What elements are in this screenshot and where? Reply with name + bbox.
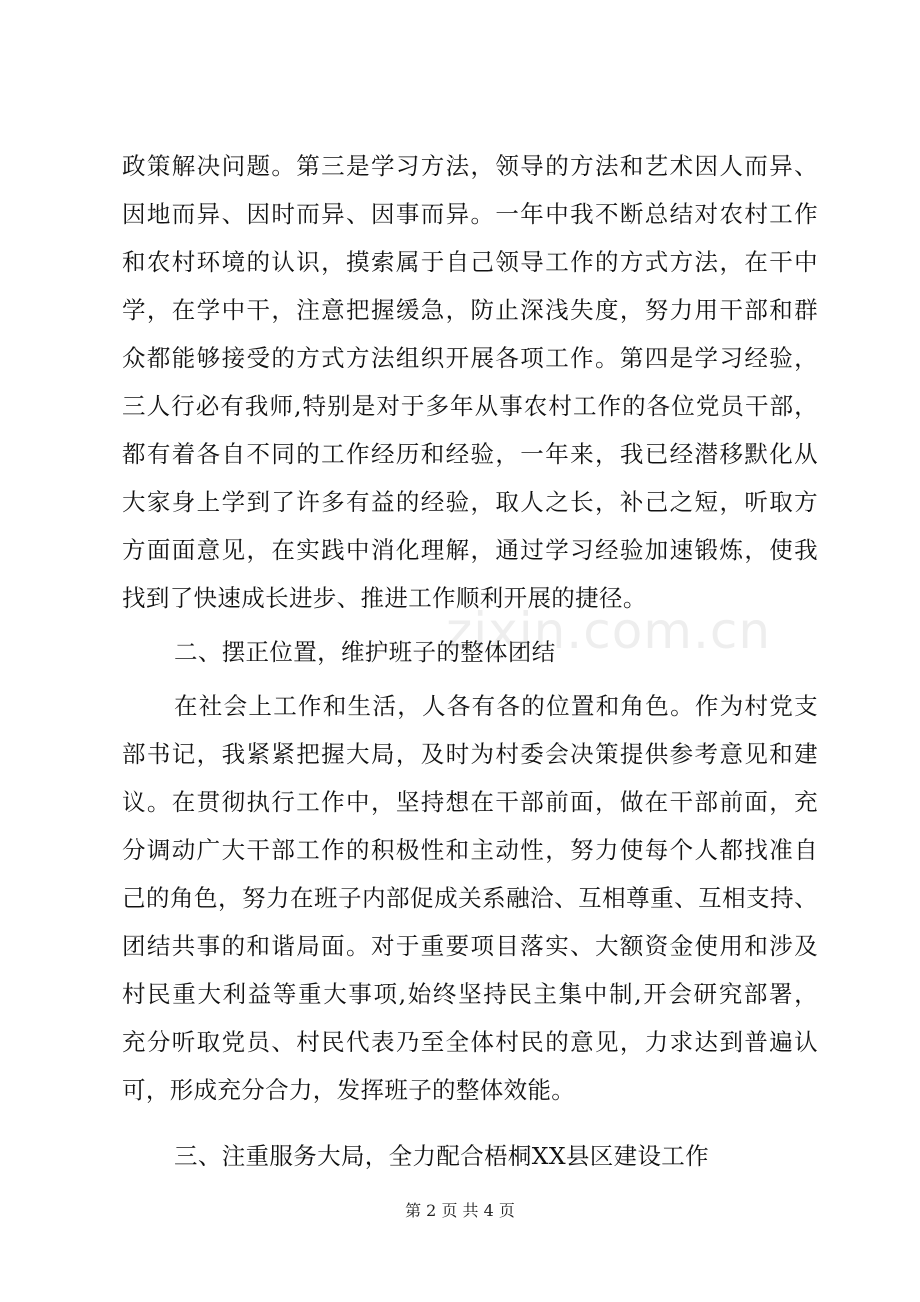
watermark: zixin.com.cn (446, 602, 772, 660)
paragraph-1 (122, 142, 818, 622)
page-footer: 第 2 页 共 4 页 (405, 1201, 515, 1220)
paragraph-line: 团结共事的和谐局面。对于重要项目落实、大额资金使用和涉及 (122, 932, 818, 960)
paragraph-line: 政策解决问题。第三是学习方法，领导的方法和艺术因人而异、 (122, 152, 818, 180)
document-body (122, 142, 818, 1180)
paragraph-line: 因地而异、因时而异、因事而异。一年中我不断总结对农村工作 (122, 200, 818, 228)
paragraph-line: 分调动广大干部工作的积极性和主动性，努力使每个人都找准自 (122, 836, 818, 864)
paragraph-line: 方面面意见，在实践中消化理解，通过学习经验加速锻炼，使我 (122, 536, 818, 564)
paragraph-2 (122, 682, 818, 1114)
section-heading-3: 三、注重服务大局，全力配合梧桐XX县区建设工作 (174, 1142, 710, 1170)
paragraph-line: 找到了快速成长进步、推进工作顺利开展的捷径。 (122, 584, 647, 612)
paragraph-line: 三人行必有我师,特别是对于多年从事农村工作的各位党员干部， (122, 392, 818, 420)
paragraph-line: 可，形成充分合力，发挥班子的整体效能。 (122, 1076, 576, 1104)
paragraph-line: 议。在贯彻执行工作中，坚持想在干部前面，做在干部前面，充 (122, 788, 818, 816)
paragraph-line: 在社会上工作和生活，人各有各的位置和角色。作为村党支 (174, 692, 818, 720)
paragraph-line: 和农村环境的认识，摸索属于自己领导工作的方式方法，在干中 (122, 248, 818, 276)
paragraph-line: 村民重大利益等重大事项,始终坚持民主集中制,开会研究部署， (122, 980, 818, 1008)
paragraph-line: 都有着各自不同的工作经历和经验，一年来，我已经潜移默化从 (122, 440, 818, 468)
paragraph-line: 众都能够接受的方式方法组织开展各项工作。第四是学习经验， (122, 344, 818, 372)
section-heading-2: 二、摆正位置，维护班子的整体团结 (174, 638, 556, 666)
paragraph-line: 己的角色，努力在班子内部促成关系融洽、互相尊重、互相支持、 (122, 884, 818, 912)
paragraph-line: 学，在学中干，注意把握缓急，防止深浅失度，努力用干部和群 (122, 296, 818, 324)
paragraph-line: 部书记，我紧紧把握大局，及时为村委会决策提供参考意见和建 (122, 740, 818, 768)
paragraph-line: 大家身上学到了许多有益的经验，取人之长，补己之短，听取方 (122, 488, 818, 516)
paragraph-line: 充分听取党员、村民代表乃至全体村民的意见，力求达到普遍认 (122, 1028, 818, 1056)
